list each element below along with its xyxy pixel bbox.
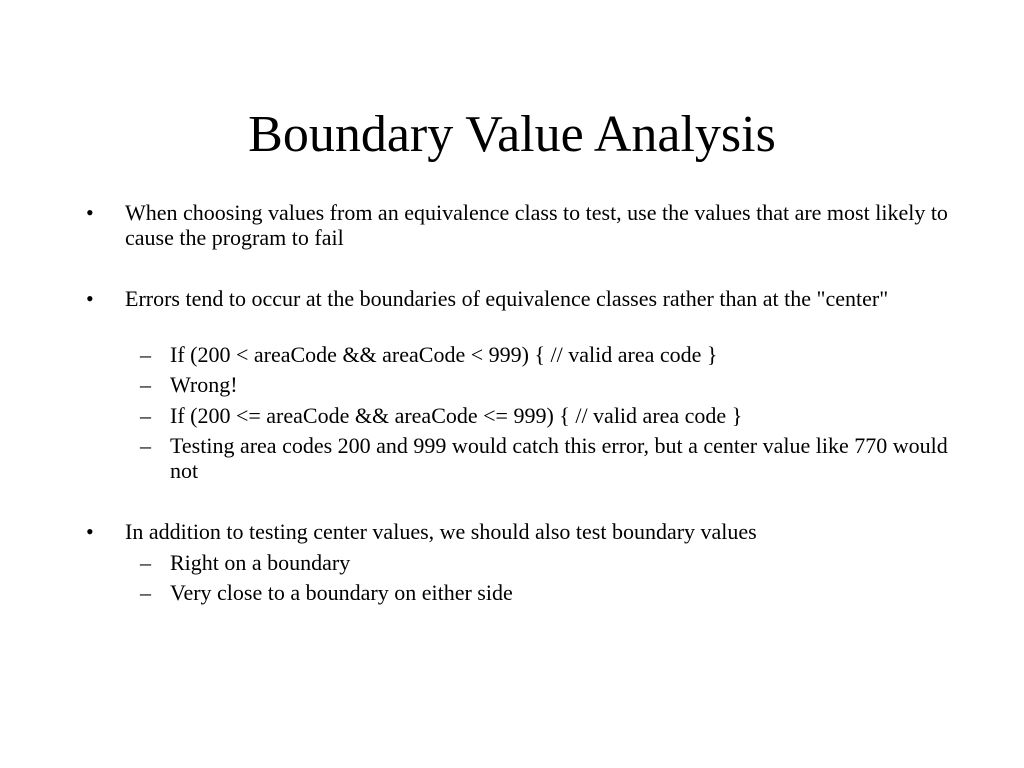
bullet-text: In addition to testing center values, we should also test boundary values — [125, 519, 757, 544]
sub-item-marker: – — [140, 403, 151, 428]
sub-item-text: Wrong! — [170, 372, 238, 397]
bullet-text: When choosing values from an equivalence class to test, use the values that are most likely to cause the program to fail — [125, 200, 948, 250]
bullet-text: Errors tend to occur at the boundaries of equivalence classes rather than at the "center" — [125, 286, 889, 311]
sub-item-marker: – — [140, 580, 151, 605]
sub-item-marker: – — [140, 342, 151, 367]
sub-item-text: Very close to a boundary on either side — [170, 580, 513, 605]
bullet-marker: • — [86, 286, 94, 311]
bullet-marker: • — [86, 519, 94, 544]
slide-title: Boundary Value Analysis — [248, 106, 776, 163]
sub-item-text: If (200 < areaCode && areaCode < 999) { // valid area code } — [170, 342, 718, 367]
sub-item-marker: – — [140, 372, 151, 397]
bullet-marker: • — [86, 200, 94, 225]
sub-item-text: Right on a boundary — [170, 550, 351, 575]
sub-item-marker: – — [140, 550, 151, 575]
sub-item-text: Testing area codes 200 and 999 would catch this error, but a center value like 770 would not — [170, 433, 948, 483]
sub-item-text: If (200 <= areaCode && areaCode <= 999) { // valid area code } — [170, 403, 743, 428]
sub-item-marker: – — [140, 433, 151, 458]
